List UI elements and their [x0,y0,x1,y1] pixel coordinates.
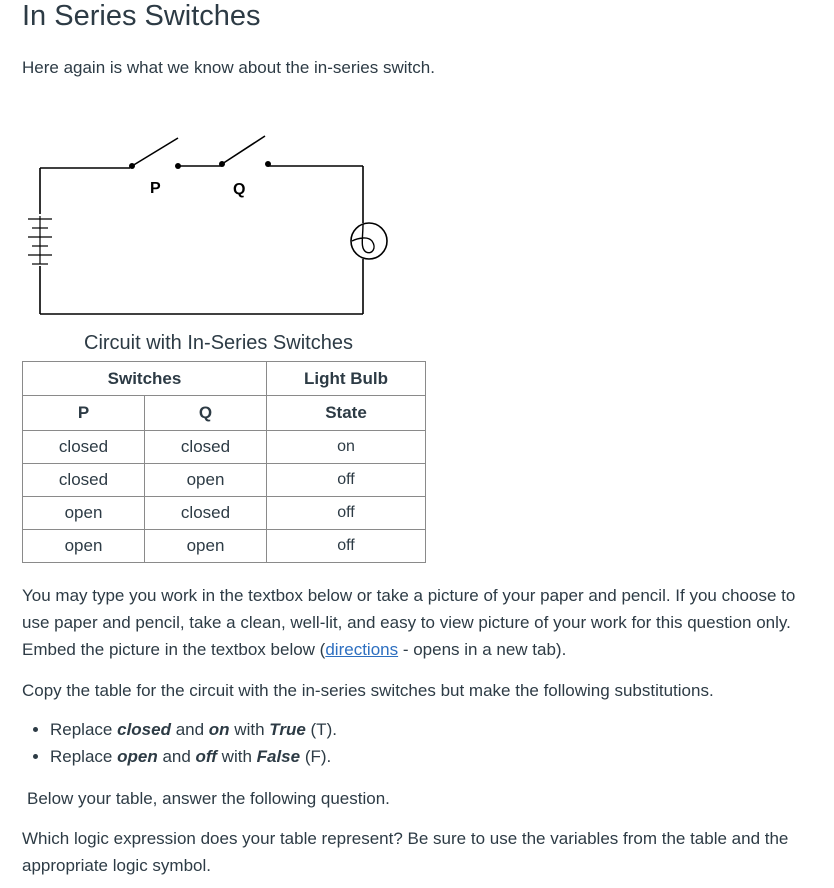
cell-p: open [23,530,145,563]
page-title: In Series Switches [22,0,261,32]
light-bulb-header: Light Bulb [267,362,426,396]
question-intro: Below your table, answer the following question. [27,789,390,808]
switch-p-label: P [150,180,161,197]
switches-header: Switches [23,362,267,396]
cell-q: closed [145,497,267,530]
directions-link[interactable]: directions [325,640,399,659]
col-header-p: P [23,396,145,431]
cell-q: open [145,464,267,497]
substitutions-list [22,716,337,770]
col-header-state: State [267,396,426,431]
instructions-paragraph [22,582,822,663]
cell-p: open [23,497,145,530]
list-item: • Replace closed and on with True (T). [50,716,337,743]
instructions-text-1: You may type you work in the textbox below or take a picture of your paper and pencil. If you choose to use paper and pencil, take a clean, well-lit, and easy to view picture of your work for this question only. Embed the picture in the textbox below ( [22,586,796,659]
table-row [23,431,426,464]
light-bulb-icon [351,223,387,259]
series-circuit-diagram [0,120,420,330]
cell-q: closed [145,431,267,464]
switch-q-blade [222,136,265,164]
cell-q: open [145,530,267,563]
battery-icon [28,216,52,264]
intro-text: Here again is what we know about the in-series switch. [22,58,435,77]
table-row [23,464,426,497]
switch-p-blade [132,138,178,166]
cell-state: off [267,464,426,497]
cell-p: closed [23,464,145,497]
instructions-text-2: - opens in a new tab). [398,640,567,659]
table-row [23,530,426,563]
table-row [23,497,426,530]
cell-state: off [267,530,426,563]
list-item: • Replace open and off with False (F). [50,743,337,770]
switch-q-label: Q [233,181,246,198]
substitutions-intro: Copy the table for the circuit with the in-series switches but make the following substitutions. [22,681,714,700]
cell-state: off [267,497,426,530]
col-header-q: Q [145,396,267,431]
cell-state: on [267,431,426,464]
question-text: Which logic expression does your table represent? Be sure to use the variables from the table and the appropriate logic symbol. [22,829,789,875]
table-caption: Circuit with In-Series Switches [84,332,353,354]
cell-p: closed [23,431,145,464]
truth-table [22,361,426,563]
